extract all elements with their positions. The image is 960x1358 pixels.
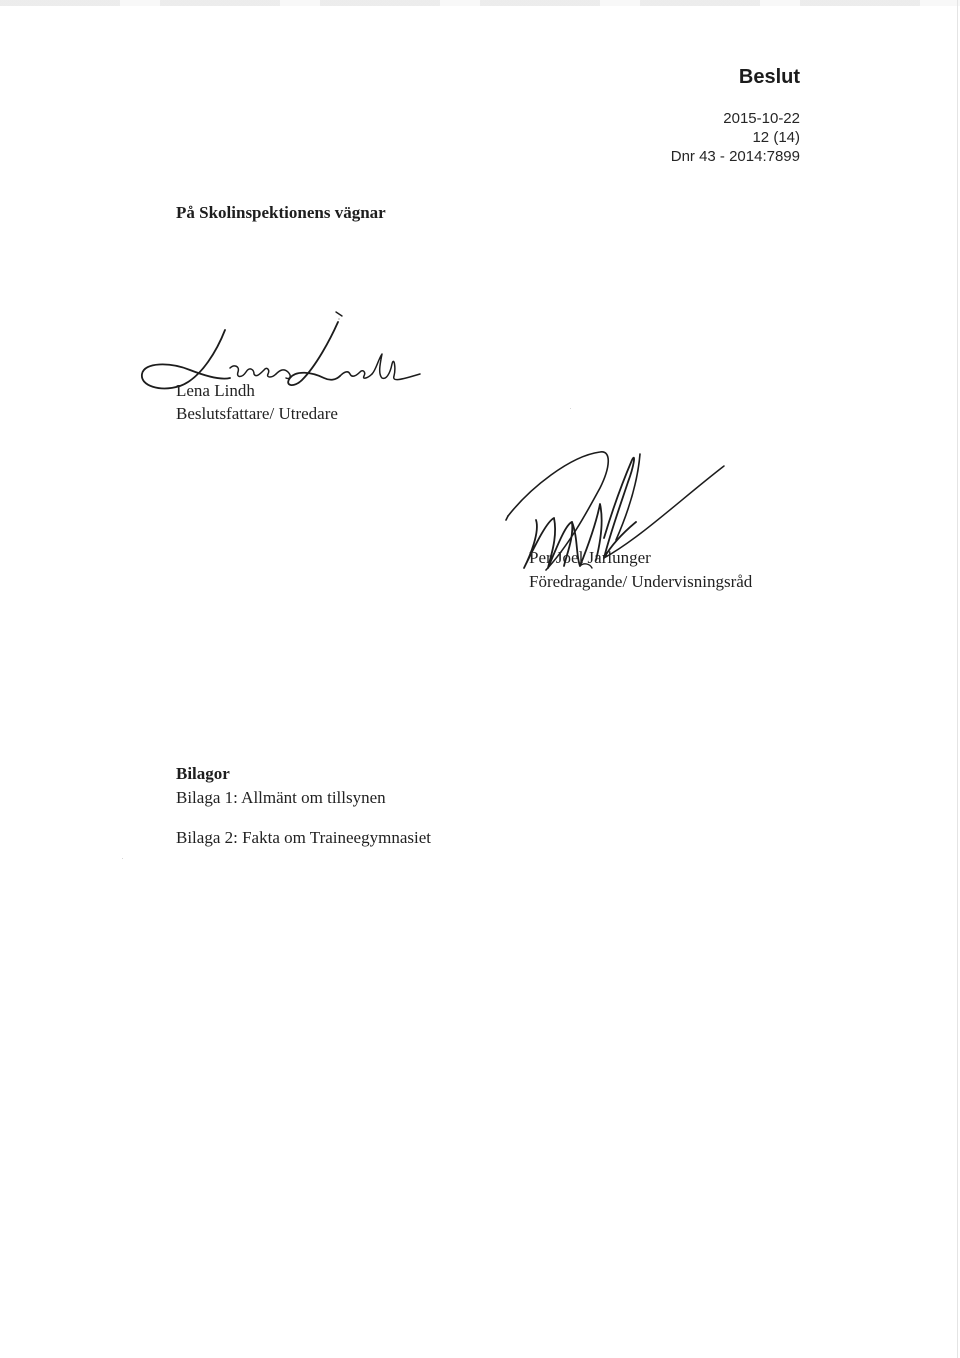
page-number: 12 (14): [752, 129, 800, 146]
signatory-name: Per Joel Jarlunger: [529, 548, 651, 567]
document-date: 2015-10-22: [723, 110, 800, 127]
reference-number: Dnr 43 - 2014:7899: [670, 148, 800, 165]
scan-speck: [570, 408, 571, 409]
scan-speck: [122, 858, 123, 859]
signatory-name: Lena Lindh: [176, 381, 255, 400]
document-meta: [671, 109, 800, 166]
scan-edge-strip: [0, 0, 960, 6]
on-behalf-line: På Skolinspektionens vägnar: [176, 203, 386, 222]
signatory-role: Beslutsfattare/ Utredare: [176, 404, 338, 423]
signature-lena-lindh: [130, 308, 430, 398]
attachment-item: Bilaga 1: Allmänt om tillsynen: [176, 788, 386, 807]
attachment-item: Bilaga 2: Fakta om Traineegymnasiet: [176, 828, 431, 847]
scan-edge-line: [957, 0, 958, 1358]
document-type-title: Beslut: [738, 66, 800, 88]
scan-speck: [338, 318, 340, 320]
attachments-heading: Bilagor: [176, 764, 230, 783]
signatory-role: Föredragande/ Undervisningsråd: [529, 572, 753, 591]
